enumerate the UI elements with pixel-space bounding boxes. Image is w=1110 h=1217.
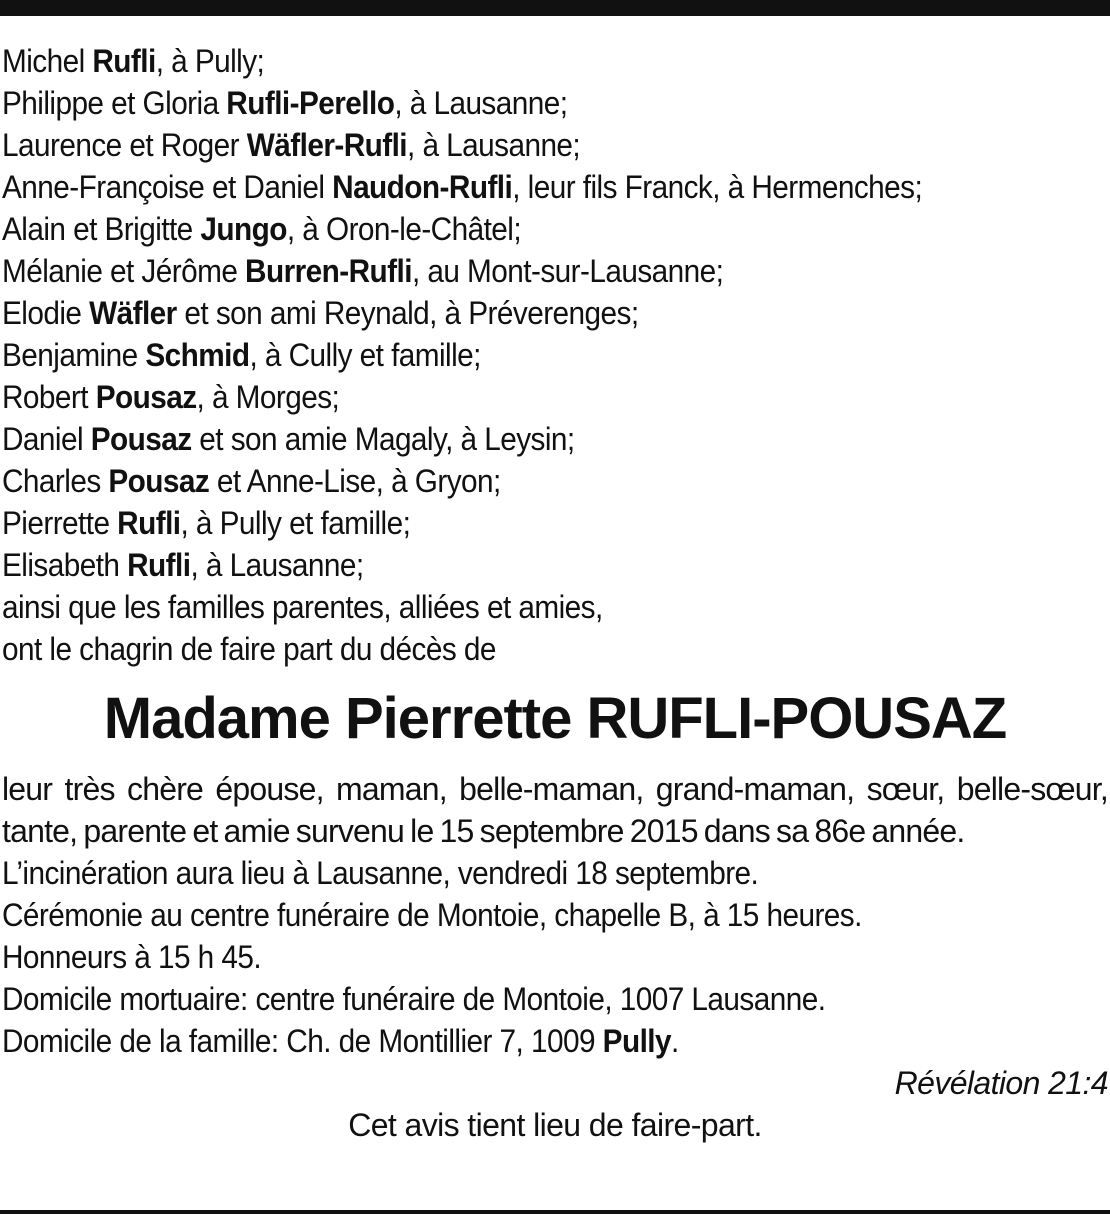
family-name: Pousaz — [108, 463, 210, 499]
family-line — [2, 208, 1031, 250]
bible-verse: Révélation 21:4 — [894, 1065, 1108, 1101]
family-line-before: Charles — [2, 463, 109, 499]
deceased-name: Madame Pierrette RUFLI-POUSAZ — [103, 686, 1007, 751]
family-line-after: , au Mont-sur-Lausanne; — [411, 253, 724, 289]
family-line — [2, 166, 1031, 208]
family-address-city: Pully — [602, 1023, 672, 1059]
family-line-before: Elisabeth — [2, 547, 128, 583]
family-line-before: Michel — [2, 43, 93, 79]
family-line-before: Philippe et Gloria — [2, 85, 227, 121]
family-line-after: et Anne-Lise, à Gryon; — [209, 463, 501, 499]
mortuary-address: Domicile mortuaire: centre funéraire de Montoie, 1007 Lausanne. — [2, 981, 826, 1017]
family-name: Rufli-Perello — [226, 85, 395, 121]
family-line — [2, 82, 1031, 124]
family-line-after: , à Lausanne; — [190, 547, 364, 583]
family-line-before: Daniel — [2, 421, 91, 457]
tribute-paragraph: leur très chère épouse, maman, belle-maman, grand-maman, sœur, belle-sœur, tante, parente et amie survenu le 15 septembre 2015 dans sa 86e année. — [2, 771, 1108, 849]
honors-info: Honneurs à 15 h 45. — [2, 939, 262, 975]
family-line-after: , leur fils Franck, à Hermenches; — [512, 169, 923, 205]
family-name: Naudon-Rufli — [332, 169, 513, 205]
family-line — [2, 40, 1031, 82]
family-name: Burren-Rufli — [245, 253, 412, 289]
family-line-after: , à Lausanne; — [407, 127, 581, 163]
family-line-after: , à Pully et famille; — [180, 505, 411, 541]
family-line-after: , à Pully; — [155, 43, 265, 79]
obituary-notice — [2, 40, 1108, 1146]
family-line-before: Elodie — [2, 295, 90, 331]
family-name: Pousaz — [90, 421, 192, 457]
family-line-before: Robert — [2, 379, 96, 415]
incineration-info: L’incinération aura lieu à Lausanne, vendredi 18 septembre. — [2, 855, 759, 891]
closing-line-relatives: ainsi que les familles parentes, alliées et amies, — [2, 589, 603, 625]
family-line — [2, 124, 1031, 166]
family-line — [2, 292, 1031, 334]
family-line — [2, 250, 1031, 292]
family-name: Rufli — [127, 547, 191, 583]
family-name: Wäfler-Rufli — [246, 127, 408, 163]
family-name: Schmid — [145, 337, 250, 373]
family-line — [2, 544, 1031, 586]
family-address-suffix: . — [671, 1023, 679, 1059]
family-address — [2, 1020, 1031, 1062]
family-name: Wäfler — [89, 295, 177, 331]
family-line-before: Mélanie et Jérôme — [2, 253, 246, 289]
family-line — [2, 502, 1031, 544]
family-line — [2, 376, 1031, 418]
family-name: Pousaz — [95, 379, 197, 415]
family-line-before: Benjamine — [2, 337, 146, 373]
family-line — [2, 418, 1031, 460]
top-rule — [0, 0, 1110, 16]
family-line — [2, 334, 1031, 376]
family-address-prefix: Domicile de la famille: Ch. de Montillier 7, 1009 — [2, 1023, 603, 1059]
family-line-before: Alain et Brigitte — [2, 211, 201, 247]
family-name: Rufli — [92, 43, 156, 79]
family-line-after: , à Cully et famille; — [249, 337, 481, 373]
family-line-before: Pierrette — [2, 505, 118, 541]
family-name: Jungo — [200, 211, 287, 247]
family-line-before: Laurence et Roger — [2, 127, 247, 163]
bottom-rule — [0, 1210, 1110, 1214]
family-line-after: , à Lausanne; — [394, 85, 568, 121]
family-line-after: et son amie Magaly, à Leysin; — [191, 421, 575, 457]
family-line-after: , à Morges; — [196, 379, 340, 415]
family-line — [2, 460, 1031, 502]
family-line-after: et son ami Reynald, à Préverenges; — [176, 295, 639, 331]
family-line-before: Anne-Françoise et Daniel — [2, 169, 333, 205]
family-list — [2, 40, 1108, 586]
closing-line-announcement: ont le chagrin de faire part du décès de — [2, 631, 496, 667]
ceremony-info: Cérémonie au centre funéraire de Montoie, chapelle B, à 15 heures. — [2, 897, 862, 933]
family-line-after: , à Oron-le-Châtel; — [286, 211, 522, 247]
family-name: Rufli — [117, 505, 181, 541]
footer-note: Cet avis tient lieu de faire-part. — [348, 1107, 762, 1143]
